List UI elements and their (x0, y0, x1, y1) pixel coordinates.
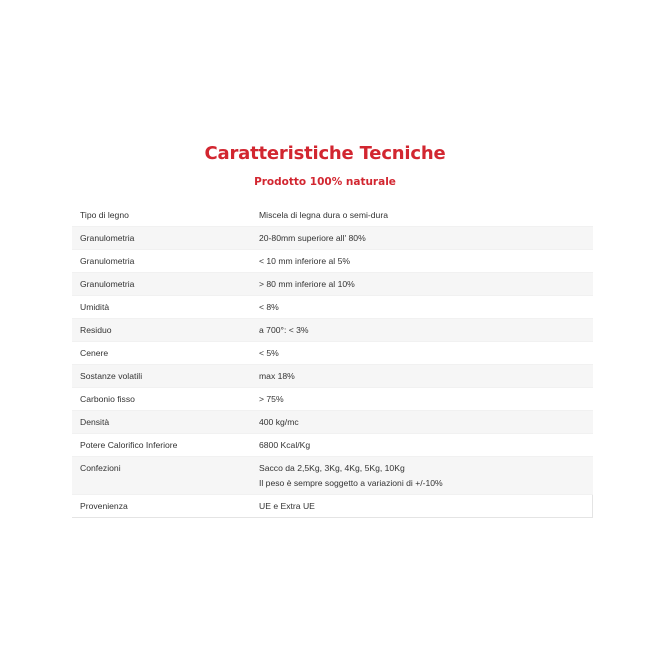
spec-value (251, 227, 593, 250)
spec-label: Granulometria (72, 250, 251, 273)
table-row (72, 457, 593, 495)
specs-table-body (72, 204, 593, 518)
table-row (72, 434, 593, 457)
spec-label: Confezioni (72, 457, 251, 495)
spec-value (251, 411, 593, 434)
table-row (72, 227, 593, 250)
spec-label: Densità (72, 411, 251, 434)
spec-value (251, 495, 593, 518)
spec-value-line: > 75% (259, 394, 284, 404)
table-row (72, 204, 593, 227)
spec-value-line: 20-80mm superiore all' 80% (259, 233, 366, 243)
spec-value-line: 400 kg/mc (259, 417, 299, 427)
spec-value-line: a 700°: < 3% (259, 325, 309, 335)
spec-label: Sostanze volatili (72, 365, 251, 388)
spec-value-line: Il peso è sempre soggetto a variazioni di +/-10% (259, 478, 443, 488)
spec-label: Granulometria (72, 227, 251, 250)
spec-value (251, 319, 593, 342)
spec-value (251, 457, 593, 495)
spec-value-line: UE e Extra UE (259, 501, 315, 511)
table-row (72, 250, 593, 273)
spec-label: Potere Calorifico Inferiore (72, 434, 251, 457)
spec-value-line: max 18% (259, 371, 295, 381)
spec-value (251, 250, 593, 273)
spec-value (251, 388, 593, 411)
page-title: Caratteristiche Tecniche (204, 143, 446, 164)
table-row (72, 411, 593, 434)
table-row (72, 319, 593, 342)
table-row (72, 495, 593, 518)
spec-value-line: Sacco da 2,5Kg, 3Kg, 4Kg, 5Kg, 10Kg (259, 463, 405, 473)
table-row (72, 296, 593, 319)
spec-value (251, 365, 593, 388)
page-subtitle: Prodotto 100% naturale (254, 176, 396, 188)
spec-label: Granulometria (72, 273, 251, 296)
spec-value (251, 273, 593, 296)
spec-value-line: 6800 Kcal/Kg (259, 440, 311, 450)
spec-label: Carbonio fisso (72, 388, 251, 411)
spec-label: Provenienza (72, 495, 251, 518)
spec-value (251, 434, 593, 457)
spec-value (251, 342, 593, 365)
spec-value-line: < 8% (259, 302, 279, 312)
table-row (72, 388, 593, 411)
table-row (72, 273, 593, 296)
table-row (72, 342, 593, 365)
spec-value (251, 296, 593, 319)
spec-label: Cenere (72, 342, 251, 365)
spec-value-line: < 5% (259, 348, 279, 358)
spec-value (251, 204, 593, 227)
spec-label: Residuo (72, 319, 251, 342)
specs-table (72, 204, 593, 518)
spec-value-line: > 80 mm inferiore al 10% (259, 279, 355, 289)
table-row (72, 365, 593, 388)
spec-value-line: Miscela di legna dura o semi-dura (259, 210, 388, 220)
spec-label: Umidità (72, 296, 251, 319)
spec-label: Tipo di legno (72, 204, 251, 227)
spec-value-line: < 10 mm inferiore al 5% (259, 256, 350, 266)
